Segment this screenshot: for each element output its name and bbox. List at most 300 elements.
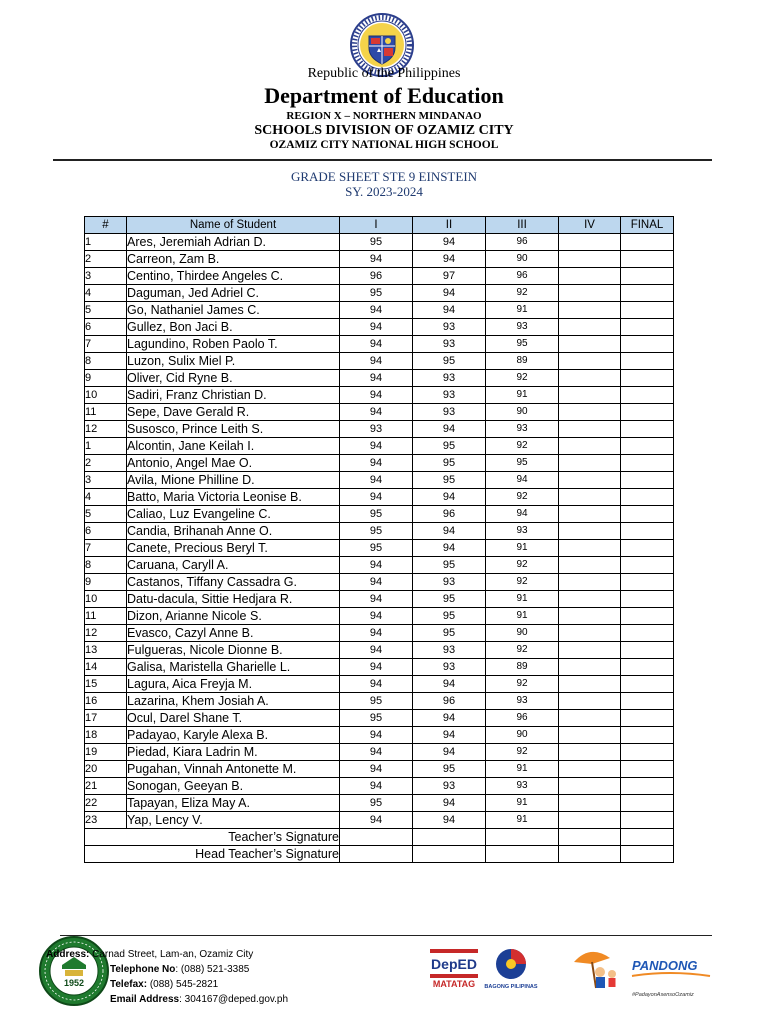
- student-name: Ocul, Darel Shane T.: [127, 710, 340, 727]
- grade-final: [621, 557, 674, 574]
- grade-q2: 95: [413, 557, 486, 574]
- grade-final: [621, 778, 674, 795]
- grade-q1: 95: [340, 523, 413, 540]
- table-row: [85, 710, 674, 727]
- student-name: Yap, Lency V.: [127, 812, 340, 829]
- grade-q4: [559, 693, 621, 710]
- grade-q2: 94: [413, 795, 486, 812]
- student-name: Centino, Thirdee Angeles C.: [127, 268, 340, 285]
- grade-final: [621, 710, 674, 727]
- grade-table: [84, 216, 674, 863]
- grade-q2: 94: [413, 234, 486, 251]
- row-number: 22: [85, 795, 127, 812]
- grade-final: [621, 574, 674, 591]
- grade-q2: 93: [413, 574, 486, 591]
- grade-q1: 94: [340, 727, 413, 744]
- grade-final: [621, 523, 674, 540]
- grade-q3: 92: [486, 370, 559, 387]
- student-name: Evasco, Cazyl Anne B.: [127, 625, 340, 642]
- student-name: Avila, Mione Philline D.: [127, 472, 340, 489]
- grade-final: [621, 489, 674, 506]
- grade-q3: 95: [486, 455, 559, 472]
- school-year: SY. 2023-2024: [345, 184, 423, 199]
- telephone-line: Telephone No: (088) 521-3385: [110, 964, 250, 975]
- table-row: [85, 285, 674, 302]
- student-name: Luzon, Sulix Miel P.: [127, 353, 340, 370]
- svg-text:BAGONG PILIPINAS: BAGONG PILIPINAS: [484, 984, 538, 990]
- grade-q1: 94: [340, 659, 413, 676]
- grade-final: [621, 540, 674, 557]
- table-row: [85, 761, 674, 778]
- grade-q3: 91: [486, 591, 559, 608]
- grade-q1: 94: [340, 319, 413, 336]
- grade-q4: [559, 574, 621, 591]
- grade-q4: [559, 761, 621, 778]
- row-number: 17: [85, 710, 127, 727]
- student-name: Padayao, Karyle Alexa B.: [127, 727, 340, 744]
- grade-q4: [559, 319, 621, 336]
- table-row: [85, 727, 674, 744]
- grade-q1: 96: [340, 268, 413, 285]
- grade-q1: 95: [340, 234, 413, 251]
- grade-q1: 94: [340, 608, 413, 625]
- grade-q3: 92: [486, 557, 559, 574]
- grade-final: [621, 251, 674, 268]
- grade-q1: 94: [340, 625, 413, 642]
- grade-q2: 93: [413, 642, 486, 659]
- svg-text:DepED: DepED: [431, 956, 477, 972]
- grade-q4: [559, 523, 621, 540]
- row-number: 1: [85, 234, 127, 251]
- student-name: Caruana, Caryll A.: [127, 557, 340, 574]
- grade-q4: [559, 489, 621, 506]
- grade-q3: 93: [486, 523, 559, 540]
- grade-q2: 93: [413, 387, 486, 404]
- grade-q1: 94: [340, 370, 413, 387]
- grade-q3: 92: [486, 642, 559, 659]
- row-number: 7: [85, 336, 127, 353]
- grade-final: [621, 421, 674, 438]
- grade-final: [621, 693, 674, 710]
- grade-q4: [559, 370, 621, 387]
- grade-q4: [559, 472, 621, 489]
- grade-final: [621, 472, 674, 489]
- region-line: REGION X – NORTHERN MINDANAO: [286, 110, 482, 122]
- row-number: 9: [85, 574, 127, 591]
- deped-matatag-logo: [428, 947, 480, 991]
- grade-q3: 91: [486, 812, 559, 829]
- grade-q4: [559, 727, 621, 744]
- grade-q3: 92: [486, 676, 559, 693]
- grade-q1: 94: [340, 557, 413, 574]
- grade-q3: 91: [486, 761, 559, 778]
- col-header-q2: II: [413, 217, 486, 234]
- school-line: OZAMIZ CITY NATIONAL HIGH SCHOOL: [269, 139, 499, 151]
- grade-final: [621, 625, 674, 642]
- grade-final: [621, 302, 674, 319]
- row-number: 2: [85, 251, 127, 268]
- table-row: [85, 812, 674, 829]
- grade-final: [621, 268, 674, 285]
- grade-q2: 95: [413, 353, 486, 370]
- grade-final: [621, 234, 674, 251]
- row-number: 14: [85, 659, 127, 676]
- student-name: Lagura, Aica Freyja M.: [127, 676, 340, 693]
- grade-q1: 94: [340, 336, 413, 353]
- signature-cell: [559, 829, 621, 846]
- grade-final: [621, 285, 674, 302]
- grade-q4: [559, 234, 621, 251]
- pandong-logo: [570, 940, 720, 1002]
- grade-q4: [559, 455, 621, 472]
- grade-q2: 95: [413, 608, 486, 625]
- table-row: [85, 608, 674, 625]
- grade-q3: 96: [486, 268, 559, 285]
- student-name: Candia, Brihanah Anne O.: [127, 523, 340, 540]
- grade-final: [621, 353, 674, 370]
- grade-q4: [559, 404, 621, 421]
- table-row: [85, 625, 674, 642]
- grade-final: [621, 336, 674, 353]
- row-number: 18: [85, 727, 127, 744]
- grade-q2: 95: [413, 455, 486, 472]
- col-header-number: #: [85, 217, 127, 234]
- table-row: [85, 591, 674, 608]
- table-row: [85, 370, 674, 387]
- grade-q4: [559, 285, 621, 302]
- row-number: 23: [85, 812, 127, 829]
- grade-q2: 97: [413, 268, 486, 285]
- student-name: Sonogan, Geeyan B.: [127, 778, 340, 795]
- grade-q3: 91: [486, 387, 559, 404]
- header-divider: [53, 159, 712, 161]
- grade-final: [621, 370, 674, 387]
- student-name: Susosco, Prince Leith S.: [127, 421, 340, 438]
- department-title: Department of Education: [264, 83, 504, 108]
- table-row: [85, 744, 674, 761]
- grade-q2: 94: [413, 710, 486, 727]
- grade-q1: 94: [340, 353, 413, 370]
- grade-q1: 95: [340, 285, 413, 302]
- table-row: [85, 251, 674, 268]
- col-header-name: Name of Student: [127, 217, 340, 234]
- grade-q3: 92: [486, 285, 559, 302]
- table-row: [85, 506, 674, 523]
- grade-q2: 94: [413, 489, 486, 506]
- grade-final: [621, 812, 674, 829]
- row-number: 9: [85, 370, 127, 387]
- row-number: 5: [85, 506, 127, 523]
- student-name: Batto, Maria Victoria Leonise B.: [127, 489, 340, 506]
- row-number: 21: [85, 778, 127, 795]
- grade-final: [621, 795, 674, 812]
- row-number: 10: [85, 387, 127, 404]
- table-header-row: [85, 217, 674, 234]
- student-name: Ares, Jeremiah Adrian D.: [127, 234, 340, 251]
- grade-q2: 94: [413, 812, 486, 829]
- row-number: 8: [85, 353, 127, 370]
- grade-q2: 94: [413, 523, 486, 540]
- grade-q4: [559, 268, 621, 285]
- grade-q1: 94: [340, 642, 413, 659]
- grade-q1: 94: [340, 489, 413, 506]
- student-name: Datu-dacula, Sittie Hedjara R.: [127, 591, 340, 608]
- table-row: [85, 574, 674, 591]
- bagong-pilipinas-logo: [484, 946, 538, 992]
- grade-q4: [559, 302, 621, 319]
- grade-final: [621, 455, 674, 472]
- table-row: [85, 319, 674, 336]
- grade-q1: 94: [340, 761, 413, 778]
- grade-q1: 94: [340, 812, 413, 829]
- grade-q2: 94: [413, 744, 486, 761]
- col-header-q3: III: [486, 217, 559, 234]
- signature-cell: [340, 846, 413, 863]
- sheet-title: GRADE SHEET STE 9 EINSTEIN: [290, 169, 478, 184]
- grade-q1: 94: [340, 472, 413, 489]
- school-seal-year: 1952: [63, 978, 85, 988]
- division-line: SCHOOLS DIVISION OF OZAMIZ CITY: [254, 123, 514, 138]
- grade-q1: 93: [340, 421, 413, 438]
- row-number: 3: [85, 472, 127, 489]
- table-row: [85, 557, 674, 574]
- teacher-signature-label: Teacher’s Signature: [85, 829, 340, 846]
- table-row: [85, 438, 674, 455]
- grade-q3: 89: [486, 353, 559, 370]
- student-name: Canete, Precious Beryl T.: [127, 540, 340, 557]
- grade-q3: 96: [486, 234, 559, 251]
- grade-q4: [559, 812, 621, 829]
- grade-q4: [559, 353, 621, 370]
- student-name: Pugahan, Vinnah Antonette M.: [127, 761, 340, 778]
- grade-final: [621, 659, 674, 676]
- grade-q4: [559, 625, 621, 642]
- grade-final: [621, 642, 674, 659]
- student-name: Fulgueras, Nicole Dionne B.: [127, 642, 340, 659]
- grade-q4: [559, 540, 621, 557]
- table-row: [85, 302, 674, 319]
- telefax-line: Telefax: (088) 545-2821: [110, 979, 219, 990]
- grade-final: [621, 319, 674, 336]
- grade-q4: [559, 659, 621, 676]
- grade-q3: 91: [486, 608, 559, 625]
- grade-final: [621, 591, 674, 608]
- row-number: 5: [85, 302, 127, 319]
- table-row: [85, 336, 674, 353]
- grade-q2: 93: [413, 336, 486, 353]
- student-name: Go, Nathaniel James C.: [127, 302, 340, 319]
- grade-q2: 93: [413, 370, 486, 387]
- grade-q3: 92: [486, 744, 559, 761]
- col-header-q1: I: [340, 217, 413, 234]
- student-name: Sepe, Dave Gerald R.: [127, 404, 340, 421]
- grade-q1: 95: [340, 710, 413, 727]
- row-number: 12: [85, 625, 127, 642]
- grade-final: [621, 438, 674, 455]
- grade-q3: 96: [486, 710, 559, 727]
- row-number: 19: [85, 744, 127, 761]
- grade-q1: 94: [340, 404, 413, 421]
- table-row: [85, 268, 674, 285]
- svg-text:#PadayonAsensoOzamiz: #PadayonAsensoOzamiz: [632, 992, 694, 998]
- student-name: Alcontin, Jane Keilah I.: [127, 438, 340, 455]
- student-name: Lazarina, Khem Josiah A.: [127, 693, 340, 710]
- table-row: [85, 778, 674, 795]
- email-line: Email Address: 304167@deped.gov.ph: [110, 994, 289, 1005]
- row-number: 3: [85, 268, 127, 285]
- grade-q4: [559, 421, 621, 438]
- table-row: [85, 693, 674, 710]
- grade-final: [621, 506, 674, 523]
- table-row: [85, 455, 674, 472]
- grade-final: [621, 676, 674, 693]
- grade-q2: 94: [413, 676, 486, 693]
- student-name: Oliver, Cid Ryne B.: [127, 370, 340, 387]
- row-number: 16: [85, 693, 127, 710]
- svg-text:PANDONG: PANDONG: [632, 958, 698, 973]
- student-name: Daguman, Jed Adriel C.: [127, 285, 340, 302]
- grade-q3: 92: [486, 489, 559, 506]
- student-name: Caliao, Luz Evangeline C.: [127, 506, 340, 523]
- grade-final: [621, 387, 674, 404]
- row-number: 6: [85, 523, 127, 540]
- col-header-final: FINAL: [621, 217, 674, 234]
- grade-q3: 94: [486, 472, 559, 489]
- teacher-signature-row: [85, 829, 674, 846]
- grade-q1: 94: [340, 251, 413, 268]
- grade-q3: 91: [486, 302, 559, 319]
- student-name: Carreon, Zam B.: [127, 251, 340, 268]
- col-header-q4: IV: [559, 217, 621, 234]
- row-number: 20: [85, 761, 127, 778]
- grade-q3: 91: [486, 540, 559, 557]
- table-row: [85, 404, 674, 421]
- row-number: 13: [85, 642, 127, 659]
- grade-q2: 94: [413, 285, 486, 302]
- table-row: [85, 795, 674, 812]
- grade-q1: 94: [340, 778, 413, 795]
- row-number: 4: [85, 285, 127, 302]
- grade-q3: 93: [486, 319, 559, 336]
- grade-q2: 94: [413, 727, 486, 744]
- grade-q2: 95: [413, 591, 486, 608]
- table-row: [85, 523, 674, 540]
- table-row: [85, 234, 674, 251]
- student-name: Lagundino, Roben Paolo T.: [127, 336, 340, 353]
- svg-text:MATATAG: MATATAG: [432, 979, 476, 989]
- row-number: 1: [85, 438, 127, 455]
- grade-q1: 94: [340, 302, 413, 319]
- table-row: [85, 489, 674, 506]
- grade-q2: 95: [413, 761, 486, 778]
- table-row: [85, 540, 674, 557]
- row-number: 4: [85, 489, 127, 506]
- head-teacher-signature-row: [85, 846, 674, 863]
- row-number: 11: [85, 608, 127, 625]
- grade-q1: 94: [340, 676, 413, 693]
- grade-q1: 94: [340, 455, 413, 472]
- grade-q2: 95: [413, 472, 486, 489]
- grade-q1: 95: [340, 540, 413, 557]
- grade-q1: 94: [340, 574, 413, 591]
- row-number: 7: [85, 540, 127, 557]
- signature-cell: [413, 829, 486, 846]
- grade-final: [621, 761, 674, 778]
- table-row: [85, 676, 674, 693]
- table-row: [85, 387, 674, 404]
- grade-q3: 92: [486, 574, 559, 591]
- grade-q4: [559, 438, 621, 455]
- student-name: Dizon, Arianne Nicole S.: [127, 608, 340, 625]
- row-number: 11: [85, 404, 127, 421]
- student-name: Antonio, Angel Mae O.: [127, 455, 340, 472]
- grade-q2: 94: [413, 302, 486, 319]
- grade-final: [621, 744, 674, 761]
- footer-divider: [60, 935, 712, 936]
- grade-q2: 94: [413, 251, 486, 268]
- student-name: Piedad, Kiara Ladrin M.: [127, 744, 340, 761]
- grade-q3: 90: [486, 625, 559, 642]
- head-teacher-signature-label: Head Teacher’s Signature: [85, 846, 340, 863]
- grade-q3: 90: [486, 251, 559, 268]
- signature-cell: [621, 829, 674, 846]
- signature-cell: [340, 829, 413, 846]
- grade-final: [621, 608, 674, 625]
- grade-q1: 94: [340, 438, 413, 455]
- table-row: [85, 472, 674, 489]
- signature-cell: [559, 846, 621, 863]
- grade-q3: 90: [486, 727, 559, 744]
- student-name: Sadiri, Franz Christian D.: [127, 387, 340, 404]
- row-number: 8: [85, 557, 127, 574]
- signature-cell: [621, 846, 674, 863]
- signature-cell: [413, 846, 486, 863]
- row-number: 10: [85, 591, 127, 608]
- table-row: [85, 659, 674, 676]
- grade-q3: 91: [486, 795, 559, 812]
- grade-q2: 93: [413, 404, 486, 421]
- grade-q2: 96: [413, 506, 486, 523]
- grade-q2: 94: [413, 540, 486, 557]
- grade-q3: 92: [486, 438, 559, 455]
- grade-q1: 95: [340, 795, 413, 812]
- grade-q2: 96: [413, 693, 486, 710]
- table-row: [85, 642, 674, 659]
- grade-final: [621, 404, 674, 421]
- grade-q3: 93: [486, 421, 559, 438]
- grade-q4: [559, 795, 621, 812]
- grade-q4: [559, 336, 621, 353]
- grade-q3: 94: [486, 506, 559, 523]
- grade-q4: [559, 251, 621, 268]
- grade-q3: 89: [486, 659, 559, 676]
- student-name: Castanos, Tiffany Cassadra G.: [127, 574, 340, 591]
- table-row: [85, 421, 674, 438]
- grade-q2: 93: [413, 659, 486, 676]
- grade-q1: 94: [340, 591, 413, 608]
- table-row: [85, 353, 674, 370]
- grade-q3: 93: [486, 693, 559, 710]
- grade-q4: [559, 506, 621, 523]
- grade-q3: 90: [486, 404, 559, 421]
- student-name: Galisa, Maristella Gharielle L.: [127, 659, 340, 676]
- grade-q2: 93: [413, 778, 486, 795]
- grade-q4: [559, 387, 621, 404]
- grade-q4: [559, 744, 621, 761]
- grade-q1: 94: [340, 744, 413, 761]
- grade-q4: [559, 642, 621, 659]
- signature-cell: [486, 829, 559, 846]
